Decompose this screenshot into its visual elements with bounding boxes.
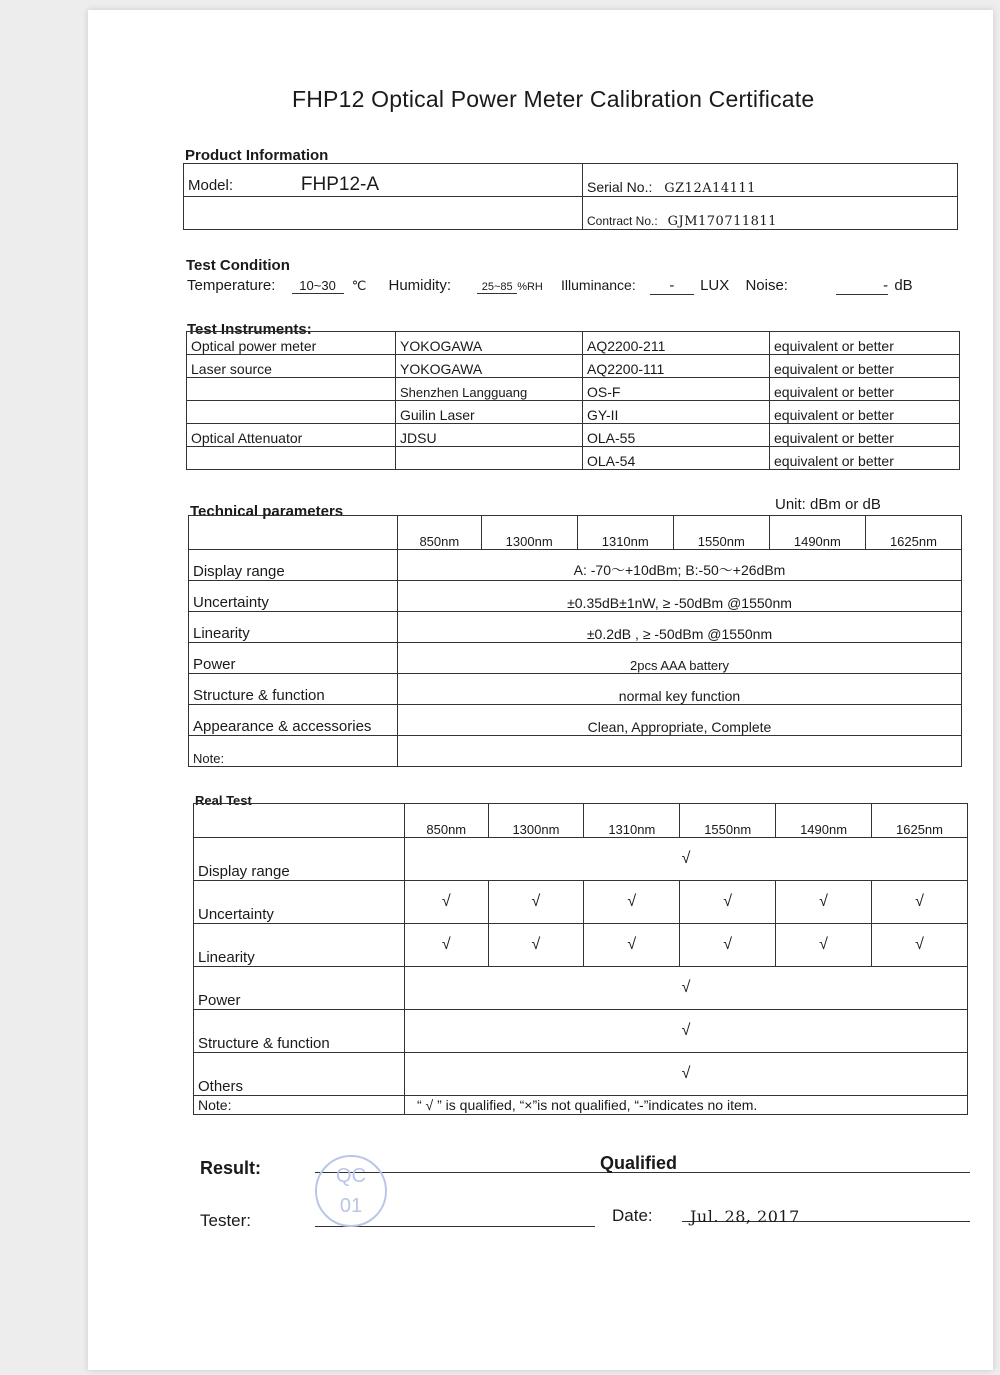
real-test-header-row (194, 804, 968, 838)
temperature-value: 10~30 (292, 278, 344, 294)
real-test-row (194, 1053, 968, 1096)
technical-table (188, 515, 962, 767)
qc-stamp (315, 1155, 387, 1227)
test-condition-heading: Test Condition (186, 257, 290, 274)
temperature-unit: ℃ (351, 278, 367, 293)
real-test-label: Power (194, 967, 405, 1010)
check-mark: √ (405, 881, 489, 924)
wavelength-header: 1310nm (577, 516, 673, 550)
instrument-cell: OLA-54 (583, 447, 770, 470)
technical-row (189, 736, 962, 767)
real-test-label: Linearity (194, 924, 405, 967)
instruments-table (186, 331, 960, 470)
technical-value: A: -70～+10dBm; B:-50～+26dBm (398, 550, 962, 581)
temperature-label: Temperature: (187, 277, 276, 294)
wavelength-header: 1550nm (673, 516, 769, 550)
technical-row (189, 612, 962, 643)
contract-cell (583, 197, 958, 230)
technical-row (189, 674, 962, 705)
technical-header-row (189, 516, 962, 550)
technical-row (189, 581, 962, 612)
check-mark: √ (488, 881, 584, 924)
real-test-heading: Real Test (195, 793, 252, 808)
technical-row (189, 550, 962, 581)
technical-label: Note: (189, 736, 398, 767)
instrument-cell: Shenzhen Langguang (396, 378, 583, 401)
instrument-cell: equivalent or better (770, 332, 960, 355)
real-test-label: Display range (194, 838, 405, 881)
real-wavelength-header: 1625nm (872, 804, 968, 838)
noise-unit: dB (894, 277, 913, 294)
illuminance-value: - (650, 277, 694, 295)
real-test-corner-cell (194, 804, 405, 838)
technical-value: ±0.2dB , ≥ -50dBm @1550nm (398, 612, 962, 643)
result-label: Result: (200, 1158, 262, 1178)
real-test-label: Structure & function (194, 1010, 405, 1053)
instrument-row (187, 378, 960, 401)
check-mark: √ (776, 881, 872, 924)
model-cell (184, 164, 583, 197)
real-test-table (193, 803, 968, 1115)
technical-value: Clean, Appropriate, Complete (398, 705, 962, 736)
instrument-cell (396, 447, 583, 470)
result-value: Qualified (600, 1153, 678, 1173)
real-test-note-text: “ √ ” is qualified, “×”is not qualified, “-”indicates no item. (405, 1096, 968, 1115)
humidity-unit: %RH (517, 281, 543, 293)
technical-unit: Unit: dBm or dB (775, 496, 881, 513)
technical-corner-cell (189, 516, 398, 550)
check-mark: √ (405, 967, 968, 1010)
wavelength-header: 1300nm (481, 516, 577, 550)
check-mark: √ (405, 1010, 968, 1053)
instrument-cell: equivalent or better (770, 378, 960, 401)
technical-heading: Technical parameters (190, 503, 344, 520)
technical-row (189, 705, 962, 736)
instrument-cell: Optical Attenuator (187, 424, 396, 447)
tester-label: Tester: (200, 1211, 252, 1230)
instruments-heading: Test Instruments: (187, 321, 312, 338)
instrument-cell (187, 401, 396, 424)
technical-label: Power (189, 643, 398, 674)
model-value: FHP12-A (300, 174, 380, 195)
illuminance-unit: LUX (700, 277, 730, 294)
instrument-cell: OS-F (583, 378, 770, 401)
check-mark: √ (872, 924, 968, 967)
instrument-cell: JDSU (396, 424, 583, 447)
real-test-row (194, 924, 968, 967)
serial-value: GZ12A14111 (664, 181, 756, 196)
instrument-row (187, 401, 960, 424)
instrument-cell: GY-II (583, 401, 770, 424)
instrument-cell: AQ2200-211 (583, 332, 770, 355)
wavelength-header: 1490nm (769, 516, 865, 550)
instrument-cell: equivalent or better (770, 355, 960, 378)
date-value: Jul. 28, 2017 (690, 1207, 800, 1226)
instrument-row (187, 355, 960, 378)
instrument-cell: equivalent or better (770, 401, 960, 424)
technical-label: Uncertainty (189, 581, 398, 612)
real-wavelength-header: 1550nm (680, 804, 776, 838)
technical-value: ±0.35dB±1nW, ≥ -50dBm @1550nm (398, 581, 962, 612)
serial-label: Serial No.: (587, 179, 653, 195)
real-test-label: Others (194, 1053, 405, 1096)
real-wavelength-header: 1490nm (776, 804, 872, 838)
check-mark: √ (680, 924, 776, 967)
technical-value: normal key function (398, 674, 962, 705)
humidity-value: 25~85 (477, 281, 517, 294)
contract-label: Contract No.: (587, 214, 658, 228)
noise-value: - (836, 277, 888, 295)
instrument-cell: Optical power meter (187, 332, 396, 355)
check-mark: √ (488, 924, 584, 967)
check-mark: √ (584, 924, 680, 967)
instrument-cell (187, 378, 396, 401)
page-title: FHP12 Optical Power Meter Calibration Certificate (292, 86, 815, 112)
product-info-heading: Product Information (185, 147, 329, 164)
real-test-note-label: Note: (194, 1096, 405, 1115)
real-wavelength-header: 1310nm (584, 804, 680, 838)
check-mark: √ (584, 881, 680, 924)
contract-value: GJM170711811 (667, 214, 777, 229)
instrument-cell: Guilin Laser (396, 401, 583, 424)
instrument-row (187, 424, 960, 447)
result-line (315, 1150, 970, 1173)
real-test-row (194, 881, 968, 924)
product-info-table (183, 163, 958, 230)
instrument-cell: AQ2200-111 (583, 355, 770, 378)
wavelength-header: 1625nm (865, 516, 961, 550)
instrument-cell: YOKOGAWA (396, 355, 583, 378)
check-mark: √ (405, 838, 968, 881)
check-mark: √ (405, 924, 489, 967)
noise-label: Noise: (745, 277, 788, 294)
instrument-row (187, 447, 960, 470)
real-test-row (194, 838, 968, 881)
technical-value: 2pcs AAA battery (398, 643, 962, 674)
instrument-cell (187, 447, 396, 470)
humidity-label: Humidity: (388, 277, 452, 294)
technical-value (398, 736, 962, 767)
real-wavelength-header: 1300nm (488, 804, 584, 838)
check-mark: √ (776, 924, 872, 967)
instrument-cell: Laser source (187, 355, 396, 378)
real-test-row (194, 967, 968, 1010)
technical-label: Structure & function (189, 674, 398, 705)
test-condition-line (187, 277, 957, 295)
wavelength-header: 850nm (398, 516, 482, 550)
check-mark: √ (680, 881, 776, 924)
technical-label: Linearity (189, 612, 398, 643)
technical-label: Appearance & accessories (189, 705, 398, 736)
stamp-top-text: QC (336, 1165, 366, 1187)
instrument-cell: equivalent or better (770, 447, 960, 470)
instrument-cell: OLA-55 (583, 424, 770, 447)
instrument-cell: equivalent or better (770, 424, 960, 447)
check-mark: √ (405, 1053, 968, 1096)
check-mark: √ (872, 881, 968, 924)
technical-label: Display range (189, 550, 398, 581)
technical-row (189, 643, 962, 674)
model-label: Model: (188, 177, 234, 194)
stamp-bottom-text: 01 (339, 1195, 363, 1217)
real-test-label: Uncertainty (194, 881, 405, 924)
real-wavelength-header: 850nm (405, 804, 489, 838)
serial-cell (583, 164, 958, 197)
illuminance-label: Illuminance: (561, 277, 636, 293)
real-test-note-row (194, 1096, 968, 1115)
model-empty-cell (184, 197, 583, 230)
instrument-row (187, 332, 960, 355)
date-label: Date: (612, 1206, 653, 1225)
real-test-row (194, 1010, 968, 1053)
instrument-cell: YOKOGAWA (396, 332, 583, 355)
